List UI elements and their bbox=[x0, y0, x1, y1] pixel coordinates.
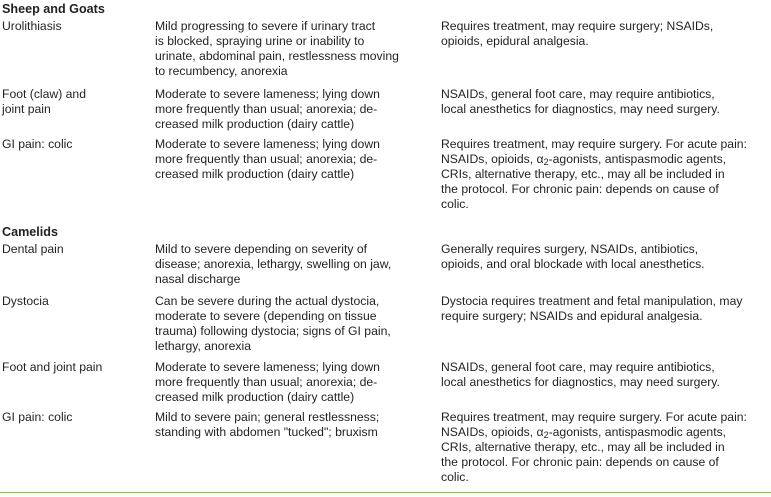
signs-cell: Can be severe during the actual dystocia, moderate to severe (depending on tissue trauma) following dystocia; signs of GI pain, lethargy, anorexia bbox=[155, 294, 391, 353]
subscript: 2 bbox=[543, 157, 549, 167]
subscript: 2 bbox=[543, 430, 549, 440]
signs-cell: Mild to severe depending on severity of disease; anorexia, lethargy, swelling on jaw, nasal discharge bbox=[155, 242, 392, 286]
signs-cell: Moderate to severe lameness; lying down more frequently than usual; anorexia; de- creased milk production (dairy cattle) bbox=[155, 360, 380, 404]
treatment-cell bbox=[441, 137, 766, 212]
treatment-text-end: -agonists, antispasmodic agents, CRIs, alternative therapy, etc., may all be included in the protocol. For chronic pain: depends on cause of colic. bbox=[441, 425, 727, 484]
condition-cell: Dystocia bbox=[2, 294, 49, 308]
treatment-cell bbox=[441, 410, 766, 485]
signs-cell: Moderate to severe lameness; lying down more frequently than usual; anorexia; de- creased milk production (dairy cattle) bbox=[155, 87, 380, 131]
condition-cell: Urolithiasis bbox=[2, 19, 62, 33]
treatment-text-start: Requires treatment, may require surgery. For acute pain: NSAIDs, opioids, α bbox=[441, 137, 747, 166]
treatment-cell: Dystocia requires treatment and fetal manipulation, may require surgery; NSAIDs and epidural analgesia. bbox=[441, 294, 743, 323]
treatment-text-end: -agonists, antispasmodic agents, CRIs, alternative therapy, etc., may all be included in the protocol. For chronic pain: depends on cause of colic. bbox=[441, 152, 727, 211]
table-bottom-rule bbox=[0, 492, 771, 493]
signs-cell: Moderate to severe lameness; lying down more frequently than usual; anorexia; de- creased milk production (dairy cattle) bbox=[155, 137, 380, 181]
condition-cell: GI pain: colic bbox=[2, 410, 73, 424]
section-title-sheep-goats: Sheep and Goats bbox=[2, 2, 105, 16]
signs-cell: Mild to severe pain; general restlessness; standing with abdomen "tucked"; bruxism bbox=[155, 410, 380, 439]
treatment-text-start: Requires treatment, may require surgery. For acute pain: NSAIDs, opioids, α bbox=[441, 410, 747, 439]
condition-cell: Foot and joint pain bbox=[2, 360, 103, 374]
treatment-cell: NSAIDs, general foot care, may require antibiotics, local anesthetics for diagnostics, may need surgery. bbox=[441, 87, 720, 116]
signs-cell: Mild progressing to severe if urinary tract is blocked, spraying urine or inability to urinate, abdominal pain, restlessness moving to recumbency, anorexia bbox=[155, 19, 399, 78]
treatment-cell: Generally requires surgery, NSAIDs, antibiotics, opioids, and oral blockade with local anesthetics. bbox=[441, 242, 705, 271]
condition-cell: Dental pain bbox=[2, 242, 64, 256]
section-title-camelids: Camelids bbox=[2, 225, 58, 239]
condition-cell: GI pain: colic bbox=[2, 137, 73, 151]
treatment-cell: Requires treatment, may require surgery; NSAIDs, opioids, epidural analgesia. bbox=[441, 19, 714, 48]
condition-cell: Foot (claw) and joint pain bbox=[2, 87, 86, 116]
treatment-cell: NSAIDs, general foot care, may require antibiotics, local anesthetics for diagnostics, may need surgery. bbox=[441, 360, 720, 389]
